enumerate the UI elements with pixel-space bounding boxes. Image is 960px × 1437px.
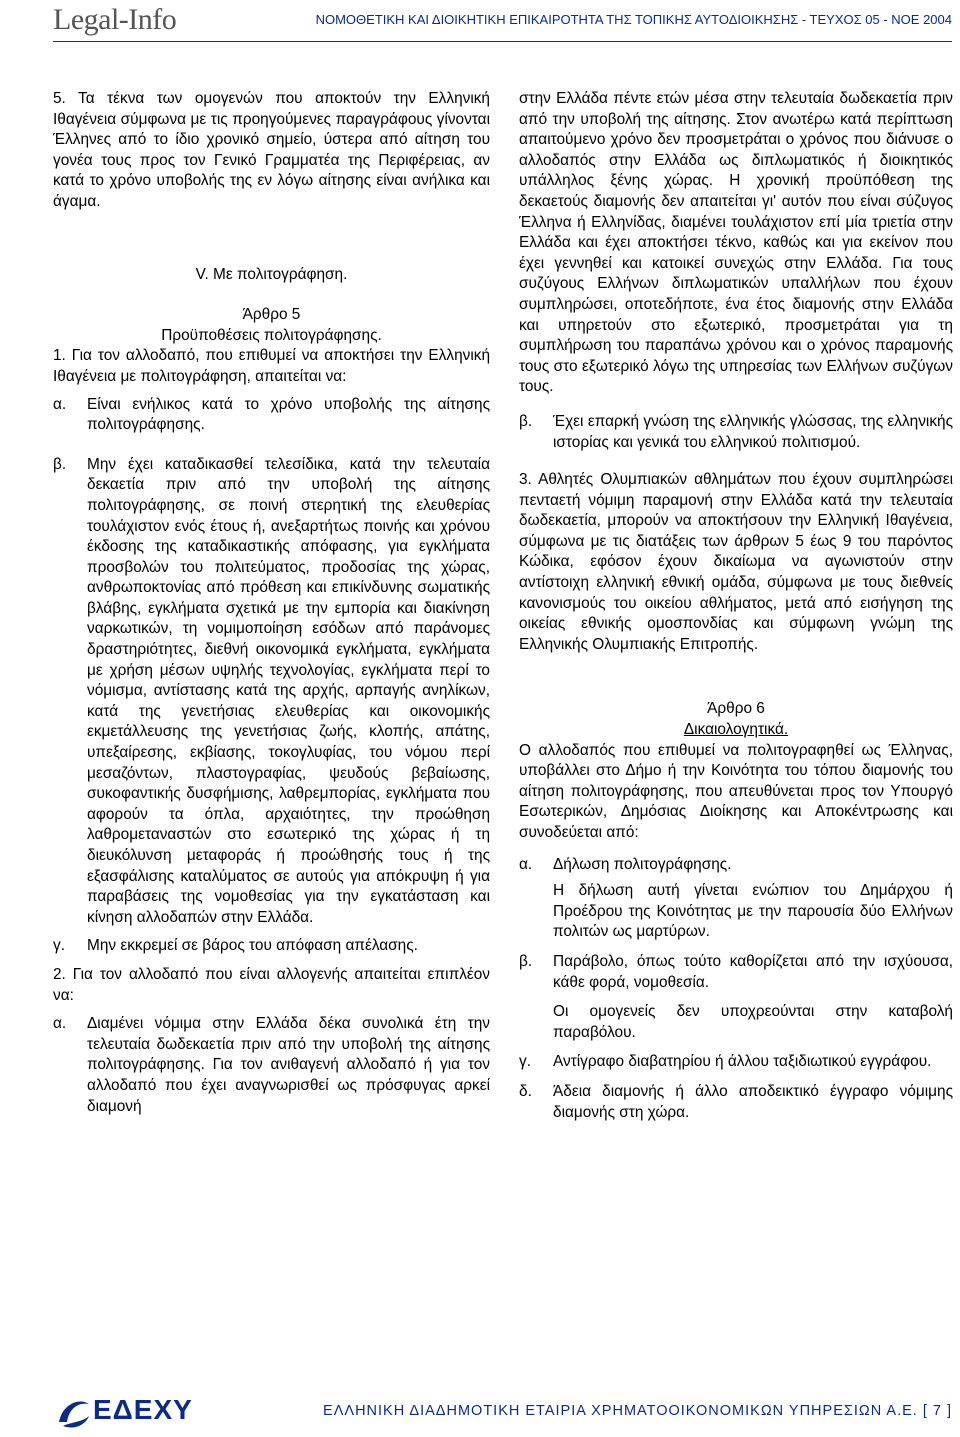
paragraph-text: Για τον αλλοδαπό, που επιθυμεί να αποκτήσει την Ελληνική Ιθαγένεια με πολιτογράφηση, απαιτείται να: [53, 347, 491, 385]
paragraph-5: 5. Τα τέκνα των ομογενών που αποκτούν την Ελληνική Ιθαγένεια σύμφωνα με τις προηγούμενες παραγράφους γίνονται Έλληνες από το ίδιο χρονικό σημείο, ύστερα από αίτηση του γονέα τους προς τον Γενικό Γραμματέα της Περιφέρειας, αν κατά το χρόνο υποβολής της εν λόγω αίτησης είναι ανήλικα και άγαμα. [53, 90, 490, 210]
list-marker: γ. [53, 937, 65, 955]
paragraph-2: 2. Για τον αλλοδαπό που είναι αλλογενής απαιτείται επιπλέον να: [53, 965, 490, 1004]
list-marker: α. [53, 395, 67, 413]
list-item-a-note: Η δήλωση αυτή γίνεται ενώπιον του Δημάρχου ή Προέδρου της Κοινότητας με την παρουσία δύο Ελλήνων πολιτών ως μαρτύρων. [553, 882, 953, 941]
article-5-heading: Άρθρο 5 [242, 306, 301, 324]
list-item-a [519, 855, 953, 876]
footer-text: ΕΛΛΗΝΙΚΗ ΔΙΑΔΗΜΟΤΙΚΗ ΕΤΑΙΡΙΑ ΧΡΗΜΑΤΟΟΙΚΟΝΟΜΙΚΩΝ ΥΠΗΡΕΣΙΩΝ Α.Ε. [ 7 ] [323, 1403, 952, 1419]
list-item-g [53, 936, 490, 957]
article-5-title: Προϋποθέσεις πολιτογράφησης. [161, 326, 382, 344]
paragraph-3: 3. Αθλητές Ολυμπιακών αθλημάτων που έχουν συμπληρώσει πενταετή νόμιμη παραμονή στην Ελλάδα κατά την τελευταία δωδεκαετία, μπορούν να αποκτήσουν την Ελληνική Ιθαγένεια, σύμφωνα με τις διατάξεις των άρθρων 5 έως 9 του παρόντος Κώδικα, εφόσον έχουν δικαίωμα να αγωνιστούν στην αντίστοιχη ελληνική εθνική ομάδα, σύμφωνα με τους διεθνείς κανονισμούς του οικείου αθλήματος, μετά από εισήγηση της οικείας εθνικής ομοσπονδίας και σύμφωνη γνώμη της Ελληνικής Ολυμπιακής Επιτροπής. [519, 471, 953, 653]
list-item-a2 [53, 1014, 490, 1117]
list-marker: α. [519, 855, 533, 873]
header-rule [53, 41, 952, 42]
edexy-emblem-icon [53, 1392, 93, 1432]
list-marker: β. [53, 455, 67, 473]
list-text: Αντίγραφο διαβατηρίου ή άλλου ταξιδιωτικού εγγράφου. [553, 1053, 932, 1071]
right-column [519, 89, 953, 1123]
list-item-a [53, 395, 490, 436]
header-title: ΝΟΜΟΘΕΤΙΚΗ ΚΑΙ ΔΙΟΙΚΗΤΙΚΗ ΕΠΙΚΑΙΡΟΤΗΤΑ ΤΗΣ ΤΟΠΙΚΗΣ ΑΥΤΟΔΙΟΙΚΗΣΗΣ - ΤΕΥΧΟΣ 05 - ΝΟΕ 2004 [315, 12, 952, 27]
legal-info-logo: Legal-Info [53, 3, 177, 36]
edexy-wordmark: ΕΔΕΧΥ [93, 1394, 193, 1425]
list-marker: δ. [519, 1082, 532, 1100]
list-item-d [519, 1082, 953, 1123]
list-marker: β. [519, 412, 533, 430]
list-marker: γ. [519, 1053, 531, 1071]
list-text: Μην έχει καταδικασθεί τελεσίδικα, κατά την τελευταία δεκαετία πριν από την υποβολή της αίτησης πολιτογράφησης, σε ποινή στερητική της ελευθερίας τουλάχιστον ενός έτους ή, ανεξαρτήτως ποινής και χρόνου έκδοσης της καταδικαστικής απόφασης, για εγκλήματα προσβολών του πολιτεύματος, προδοσίας της χώρας, ανθρωποκτονίας από πρόθεση και επικίνδυνης σωματικής βλάβης, εγκλήματα σχετικά με την εμπορία και διακίνηση ναρκωτικών, τη νομιμοποίηση εσόδων από παράνομες δραστηριότητες, διεθνή οικονομικά εγκλήματα, εγκλήματα με χρήση μέσων υψηλής τεχνολογίας, εγκλήματα περί το νόμισμα, αντίστασης κατά της αρχής, αρπαγής ανηλίκων, κατά της γενετήσιας ελευθερίας και οικονομικής εκμετάλλευσης της γενετήσιας ζωής, κλοπής, απάτης, υπεξαίρεσης, εκβίασης, τοκογλυφίας, του νόμου περί μεσαζόντων, πλαστογραφίας, ψευδούς βεβαίωσης, συκοφαντικής δυσφήμισης, λαθρεμπορίας, εγκλήματα που αφορούν τα όπλα, αρχαιότητες, την προώθηση λαθρομεταναστών στο εσωτερικό της χώρας ή τη διευκόλυνση μεταφοράς ή προώθησής τους ή της εξασφάλισης καταλύματος σε αυτούς για απόκρυψη ή για παραβάσεις της νομοθεσίας για την εγκατάσταση και κίνηση αλλοδαπών στην Ελλάδα. [87, 455, 490, 926]
list-item-g [519, 1052, 953, 1073]
edexy-logo [53, 1392, 193, 1437]
section-heading: V. Με πολιτογράφηση. [195, 265, 348, 283]
list-item-b2 [519, 952, 953, 993]
paragraph-6: Ο αλλοδαπός που επιθυμεί να πολιτογραφηθεί ως Έλληνας, υποβάλλει στο Δήμο ή την Κοινότητα του τόπου διαμονής του αίτηση πολιτογράφησης, που απευθύνεται προς τον Υπουργό Εσωτερικών, Δημόσιας Διοίκησης και Αποκέντρωσης και συνοδεύεται από: [519, 741, 953, 841]
list-marker: α. [53, 1015, 67, 1033]
list-text: Είναι ενήλικος κατά το χρόνο υποβολής της αίτησης πολιτογράφησης. [87, 395, 490, 434]
list-item-b [519, 412, 953, 453]
list-text: Διαμένει νόμιμα στην Ελλάδα δέκα συνολικά έτη την τελευταία δωδεκαετία πριν από την υποβολή της αίτησης πολιτογράφησης. Για τον ανιθαγενή αλλοδαπό ή για τον αλλοδαπό που έχει αναγνωρισθεί ως πρόσφυγας αρκεί διαμονή [87, 1015, 490, 1115]
list-marker: β. [519, 952, 533, 970]
list-text: Μην εκκρεμεί σε βάρος του απόφαση απέλασης. [87, 937, 418, 955]
list-item-b [53, 455, 490, 929]
list-text: Έχει επαρκή γνώση της ελληνικής γλώσσας, της ελληνικής ιστορίας και γενικά του ελληνικού πολιτισμού. [553, 412, 953, 451]
list-text: Παράβολο, όπως τούτο καθορίζεται από την ισχύουσα, κάθε φορά, νομοθεσία. [553, 952, 953, 991]
list-text: Δήλωση πολιτογράφησης. [553, 855, 732, 873]
continuation-paragraph: στην Ελλάδα πέντε ετών μέσα στην τελευταία δωδεκαετία πριν από την υποβολή της αίτησης. Στον ανωτέρω κατά περίπτωση απαιτούμενο χρόνο δεν προσμετράται ο χρόνος που διάνυσε ο αλλοδαπός στην Ελλάδα ως διπλωματικός ή διοικητικός υπάλληλος ξένης χώρας. Η χρονική προϋπόθεση της δεκαετούς διαμονής δεν απαιτείται γι' αυτόν που είναι σύζυγος Έλληνα ή Ελληνίδας, διαμένει τουλάχιστον επί μία τριετία στην Ελλάδα και έχει αποκτήσει τέκνο, καθώς και για εκείνον που έχει γεννηθεί και κατοικεί συνεχώς στην Ελλάδα. Για τους συζύγους Ελλήνων διπλωματικών υπαλλήλων που έχουν συμπληρώσει, οποτεδήποτε, ένα έτος διαμονής στην Ελλάδα και υπηρετούν στο εξωτερικό, προσμετράται για τη συμπλήρωση του παραπάνω χρόνου και ο χρόνος παραμονής τους στο εξωτερικό λόγω της υπηρεσίας των Ελλήνων συζύγων τους. [519, 90, 953, 396]
article-6-title: Δικαιολογητικά. [683, 721, 789, 739]
paragraph-number: 1. [53, 347, 66, 365]
list-text: Άδεια διαμονής ή άλλο αποδεικτικό έγγραφο νόμιμης διαμονής στη χώρα. [553, 1082, 953, 1121]
article-6-heading: Άρθρο 6 [707, 700, 765, 718]
left-column [53, 89, 490, 1117]
page-header [0, 0, 960, 44]
paragraph-1 [53, 346, 490, 387]
list-item-b2-note: Οι ομογενείς δεν υποχρεούνται στην καταβολή παραβόλου. [553, 1003, 953, 1041]
page-footer [0, 1388, 960, 1437]
